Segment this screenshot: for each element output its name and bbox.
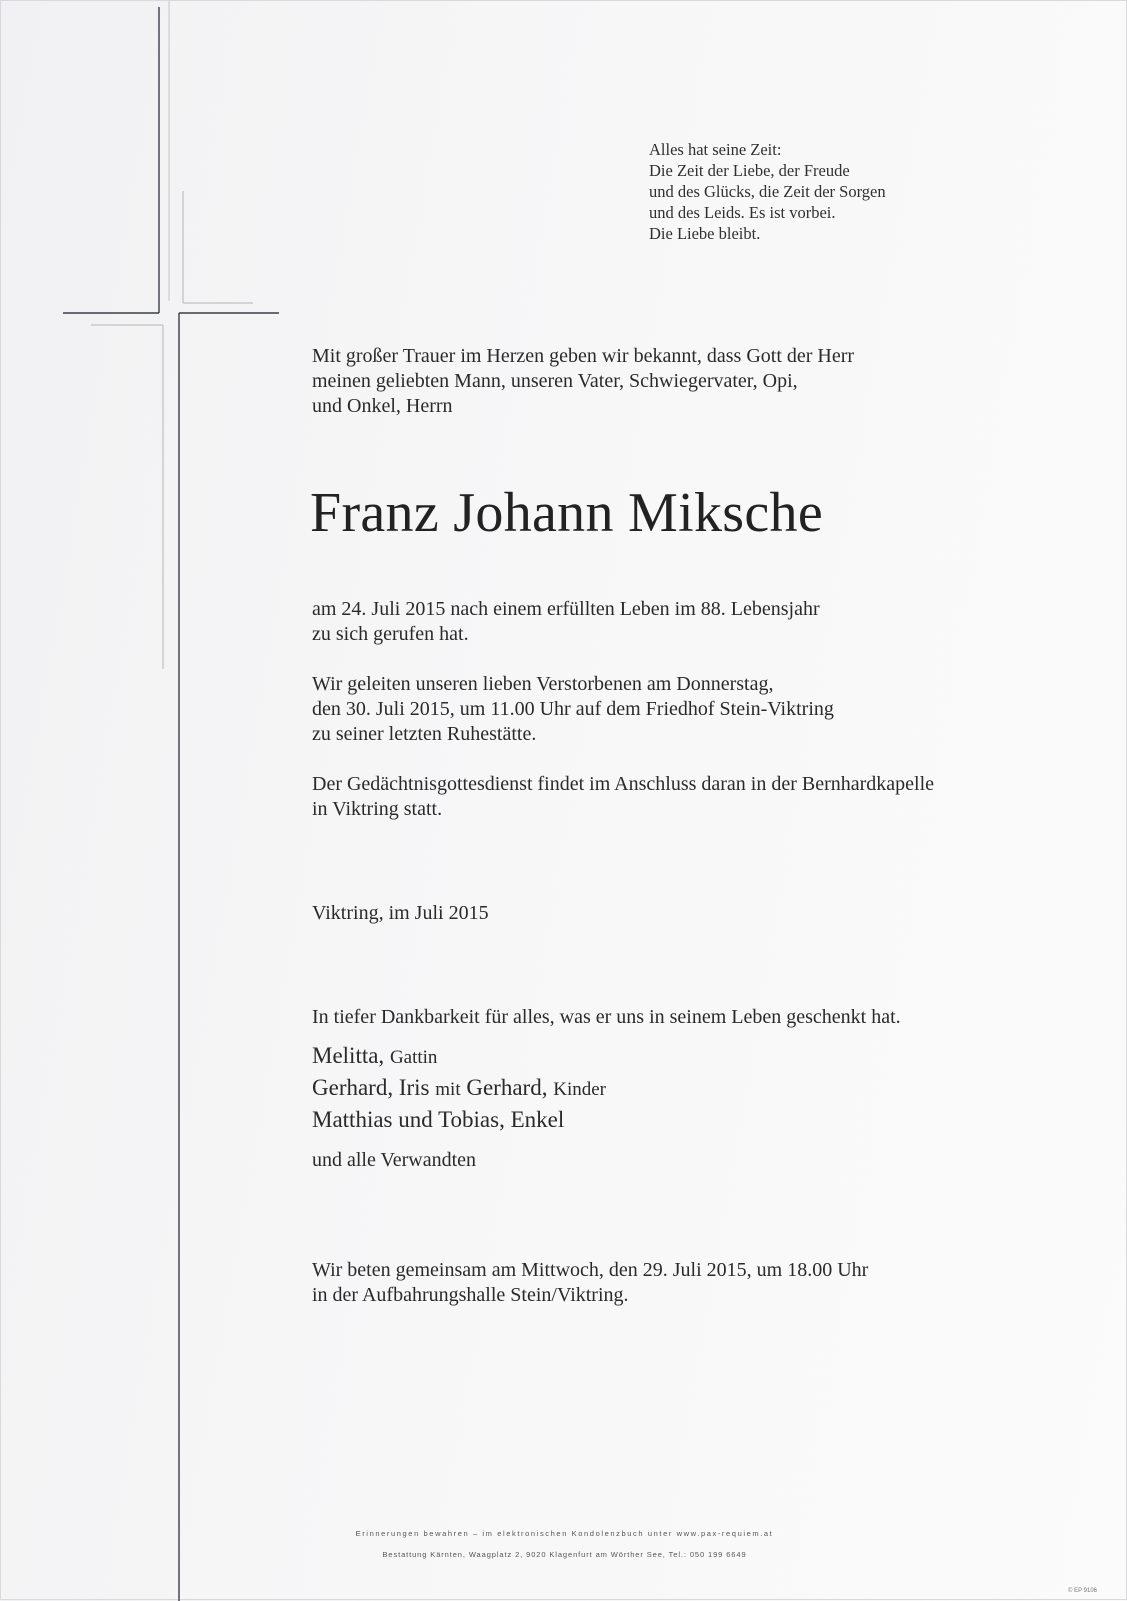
footer-funeral-home: Bestattung Kärnten, Waagplatz 2, 9020 Klagenfurt am Wörther See, Tel.: 050 199 6649 [382, 1550, 747, 1559]
place-date: Viktring, im Juli 2015 [312, 902, 489, 924]
announcement-intro [312, 344, 854, 419]
mourner-grandchildren: Matthias und Tobias, Enkel [312, 1107, 565, 1132]
motto-line: und des Leids. Es ist vorbei. [649, 203, 836, 222]
passing-line: am 24. Juli 2015 nach einem erfüllten Leben im 88. Lebensjahr [312, 598, 820, 620]
mourner-name: Gerhard, Iris [312, 1075, 430, 1100]
prayer-notice [312, 1258, 868, 1308]
intro-line: und Onkel, Herrn [312, 395, 453, 417]
mourners-list [312, 1041, 606, 1135]
intro-line: Mit großer Trauer im Herzen geben wir bekannt, dass Gott der Herr [312, 345, 855, 367]
mourner-name: Melitta, [312, 1043, 385, 1068]
deceased-name: Franz Johann Miksche [310, 482, 824, 544]
footer-condolence-link: Erinnerungen bewahren – im elektronischen Kondolenzbuch unter www.pax-requiem.at [355, 1529, 774, 1538]
mourner-name: Gerhard, [466, 1075, 548, 1100]
mourner-connector: mit [435, 1079, 461, 1100]
passing-line: zu sich gerufen hat. [312, 623, 469, 645]
passing-date [312, 597, 820, 647]
motto-line: Alles hat seine Zeit: [649, 140, 782, 159]
motto-line: Die Zeit der Liebe, der Freude [649, 161, 850, 180]
mourner-spouse [312, 1041, 606, 1073]
funeral-line: zu seiner letzten Ruhestätte. [312, 723, 537, 745]
motto-line: Die Liebe bleibt. [649, 224, 761, 243]
memorial-service [312, 772, 934, 822]
motto-line: und des Glücks, die Zeit der Sorgen [649, 182, 886, 201]
funeral-line: den 30. Juli 2015, um 11.00 Uhr auf dem Friedhof Stein-Viktring [312, 698, 834, 720]
mourner-children [312, 1073, 606, 1105]
funeral-line: Wir geleiten unseren lieben Verstorbenen am Donnerstag, [312, 673, 774, 695]
mourner-relation: Gattin [389, 1047, 438, 1068]
service-line: Der Gedächtnisgottesdienst findet im Anschluss daran in der Bernhardkapelle [312, 773, 935, 795]
service-line: in Viktring statt. [312, 798, 443, 820]
gratitude-line: In tiefer Dankbarkeit für alles, was er uns in seinem Leben geschenkt hat. [312, 1006, 901, 1028]
motto-verse [649, 139, 886, 244]
funeral-details [312, 672, 834, 747]
print-code: © EP 9106 [1068, 1588, 1097, 1594]
relatives-line: und alle Verwandten [312, 1149, 477, 1171]
mourner-relation: Kinder [553, 1079, 606, 1100]
prayer-line: Wir beten gemeinsam am Mittwoch, den 29. Juli 2015, um 18.00 Uhr [312, 1259, 869, 1281]
intro-line: meinen geliebten Mann, unseren Vater, Schwiegervater, Opi, [312, 370, 798, 392]
prayer-line: in der Aufbahrungshalle Stein/Viktring. [312, 1284, 629, 1306]
